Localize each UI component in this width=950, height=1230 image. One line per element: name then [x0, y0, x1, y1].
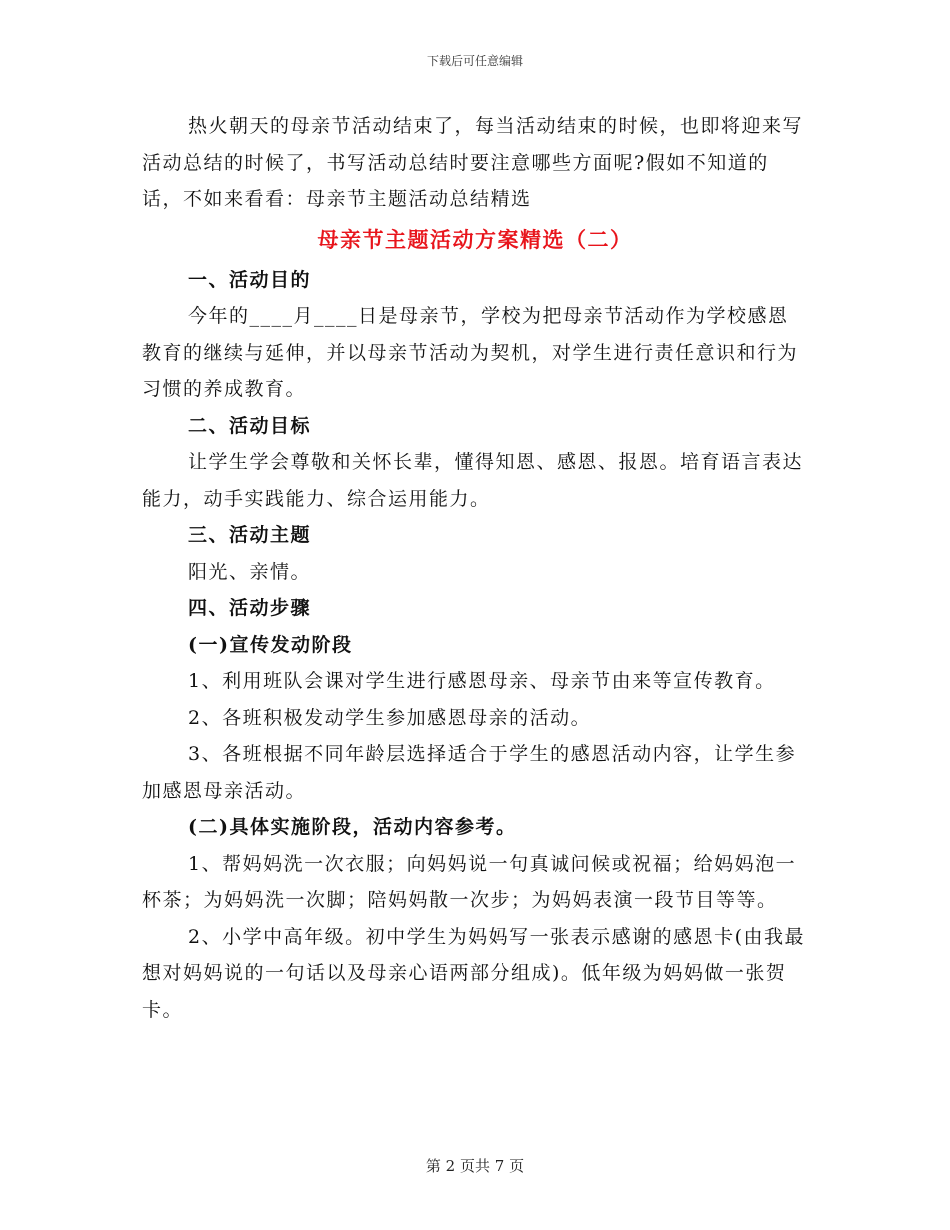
section-heading-theme: 三、活动主题: [188, 524, 312, 546]
section-heading-purpose: 一、活动目的: [188, 268, 312, 291]
list-item: 1、利用班队会课对学生进行感恩母亲、母亲节由来等宣传教育。: [188, 670, 776, 692]
section-text-theme: 阳光、亲情。: [188, 560, 312, 583]
stage-heading-promotion: (一)宣传发动阶段: [188, 633, 353, 656]
section-heading-steps: 四、活动步骤: [188, 597, 312, 619]
list-item: 2、小学中高年级。初中学生为妈妈写一张表示感谢的感恩卡(由我最想对妈妈说的一句话以及母亲心语两部分组成)。低年级为妈妈做一张贺卡。: [142, 925, 806, 1021]
page-header: 下载后可任意编辑: [426, 54, 523, 68]
page-footer: 第 2 页共 7 页: [425, 1157, 525, 1175]
stage-heading-implementation: (二)具体实施阶段，活动内容参考。: [188, 816, 517, 838]
document-title: 母亲节主题活动方案精选（二）: [317, 226, 633, 252]
section-text-purpose: 今年的____月____日是母亲节，学校为把母亲节活动作为学校感恩教育的继续与延伸，并以母亲节活动为契机，对学生进行责任意识和行为习惯的养成教育。: [142, 305, 799, 400]
list-item: 2、各班积极发动学生参加感恩母亲的活动。: [188, 706, 592, 729]
section-heading-goals: 二、活动目标: [188, 414, 312, 437]
list-item: 3、各班根据不同年龄层选择适合于学生的感恩活动内容，让学生参加感恩母亲活动。: [142, 743, 797, 802]
document-body: [142, 108, 808, 1028]
section-text-goals: 让学生学会尊敬和关怀长辈，懂得知恩、感恩、报恩。培育语言表达能力，动手实践能力、综合运用能力。: [142, 451, 804, 510]
intro-paragraph: 热火朝天的母亲节活动结束了，每当活动结束的时候，也即将迎来写活动总结的时候了，书写活动总结时要注意哪些方面呢?假如不知道的话，不如来看看：母亲节主题活动总结精选: [142, 115, 804, 210]
list-item: 1、帮妈妈洗一次衣服；向妈妈说一句真诚问候或祝福；给妈妈泡一杯茶；为妈妈洗一次脚；陪妈妈散一次步；为妈妈表演一段节目等等。: [142, 852, 797, 911]
